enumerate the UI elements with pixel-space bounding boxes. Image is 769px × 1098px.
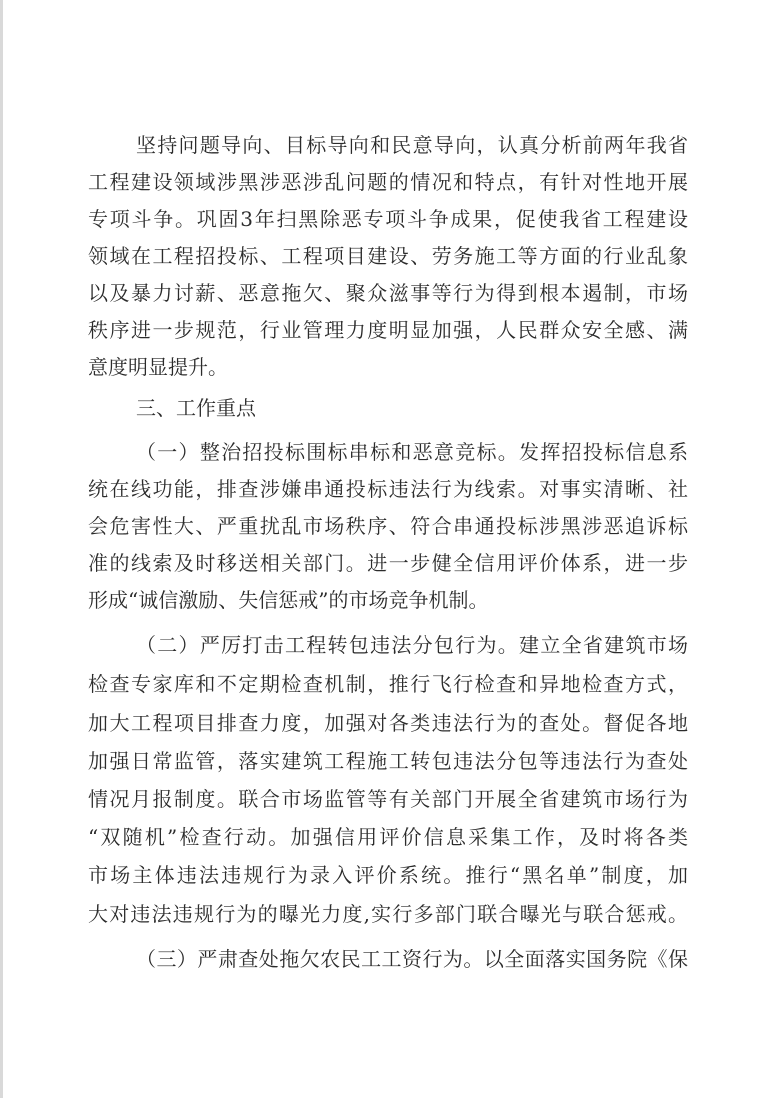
paragraph-line: （三）严肃查处拖欠农民工工资行为。以全面落实国务院《保 bbox=[136, 947, 688, 971]
paragraph-line: 专项斗争。巩固3年扫黑除恶专项斗争成果，促使我省工程建设 bbox=[88, 207, 688, 231]
paragraph-line: 情况月报制度。联合市场监管等有关部门开展全省建筑市场行为 bbox=[88, 787, 688, 811]
paragraph-line: 加大工程项目排查力度，加强对各类违法行为的查处。督促各地 bbox=[88, 711, 688, 735]
paragraph-line: 秩序进一步规范，行业管理力度明显加强，人民群众安全感、满 bbox=[88, 318, 688, 342]
paragraph-line: 市场主体违法违规行为录入评价系统。推行“黑名单”制度，加 bbox=[88, 863, 688, 887]
paragraph-line: 准的线索及时移送相关部门。进一步健全信用评价体系，进一步 bbox=[88, 551, 688, 575]
paragraph-line: （二）严厉打击工程转包违法分包行为。建立全省建筑市场 bbox=[136, 633, 688, 657]
paragraph-line: 工程建设领域涉黑涉恶涉乱问题的情况和特点，有针对性地开展 bbox=[88, 170, 688, 194]
paragraph-line: 意度明显提升。 bbox=[88, 355, 228, 379]
paragraph-line: 会危害性大、严重扰乱市场秩序、符合串通投标涉黑涉恶追诉标 bbox=[88, 514, 688, 538]
paragraph-line: 统在线功能，排查涉嫌串通投标违法行为线索。对事实清晰、社 bbox=[88, 477, 688, 501]
paragraph-line: （一）整治招投标围标串标和恶意竞标。发挥招投标信息系 bbox=[136, 440, 688, 464]
paragraph-line: “双随机”检查行动。加强信用评价信息采集工作，及时将各类 bbox=[88, 825, 688, 849]
paragraph-line: 领域在工程招投标、工程项目建设、劳务施工等方面的行业乱象 bbox=[88, 244, 688, 268]
paragraph-line: 检查专家库和不定期检查机制，推行飞行检查和异地检查方式， bbox=[88, 672, 688, 696]
page-edge-shadow bbox=[0, 0, 3, 1098]
paragraph-line: 形成“诚信激励、失信惩戒”的市场竞争机制。 bbox=[88, 588, 489, 612]
section-heading: 三、工作重点 bbox=[136, 396, 256, 420]
paragraph-line: 加强日常监管，落实建筑工程施工转包违法分包等违法行为查处 bbox=[88, 749, 688, 773]
paragraph-line: 坚持问题导向、目标导向和民意导向，认真分析前两年我省 bbox=[136, 133, 688, 157]
paragraph-line: 以及暴力讨薪、恶意拖欠、聚众滋事等行为得到根本遏制，市场 bbox=[88, 281, 688, 305]
paragraph-line: 大对违法违规行为的曝光力度,实行多部门联合曝光与联合惩戒。 bbox=[88, 902, 688, 926]
